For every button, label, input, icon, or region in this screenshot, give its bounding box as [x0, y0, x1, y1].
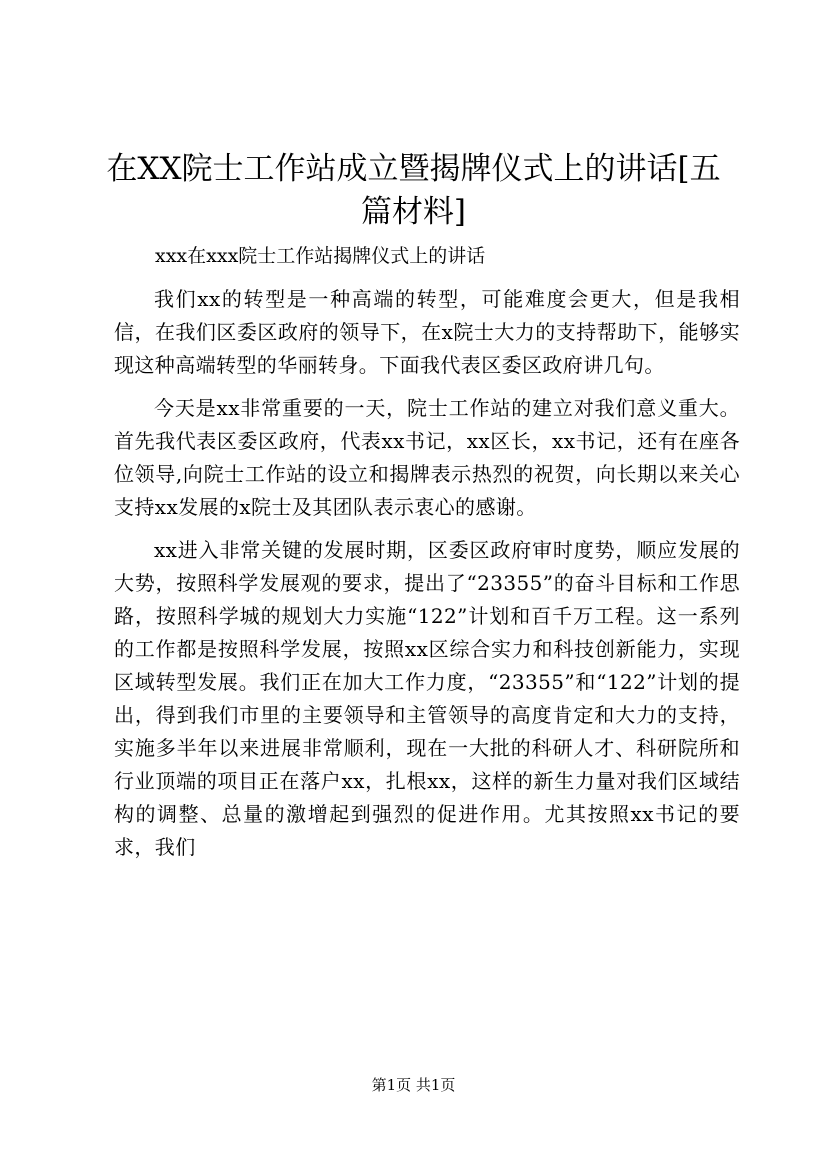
page-footer: 第1页 共1页: [371, 1076, 456, 1094]
paragraph-1: 我们xx的转型是一种高端的转型，可能难度会更大，但是我相信，在我们区委区政府的领导下，在x院士大力的支持帮助下，能够实现这种高端转型的华丽转身。下面我代表区委区政府讲几句。: [114, 287, 740, 377]
document-body: [114, 283, 740, 864]
document-subtitle: xxx在xxx院士工作站揭牌仪式上的讲话: [155, 245, 486, 267]
document-title: 在XX院士工作站成立暨揭牌仪式上的讲话[五篇材料]: [106, 151, 721, 230]
paragraph-3: xx进入非常关键的发展时期，区委区政府审时度势，顺应发展的大势，按照科学发展观的要求，提出了“23355”的奋斗目标和工作思路，按照科学城的规划大力实施“122”计划和百千万工程。这一系列的工作都是按照科学发展，按照xx区综合实力和科技创新能力，实现区域转型发展。我们正在加大工作力度，“23355”和“122”计划的提出，得到我们市里的主要领导和主管领导的高度肯定和大力的支持，实施多半年以来进展非常顺利，现在一大批的科研人才、科研院所和行业顶端的项目正在落户xx，扎根xx，这样的新生力量对我们区域结构的调整、总量的激增起到强烈的促进作用。尤其按照xx书记的要求，我们: [114, 538, 740, 859]
paragraph-2: 今天是xx非常重要的一天，院士工作站的建立对我们意义重大。首先我代表区委区政府，代表xx书记，xx区长，xx书记，还有在座各位领导,向院士工作站的设立和揭牌表示热烈的祝贺，向长期以来关心支持xx发展的x院士及其团队表示衷心的感谢。: [114, 396, 740, 519]
